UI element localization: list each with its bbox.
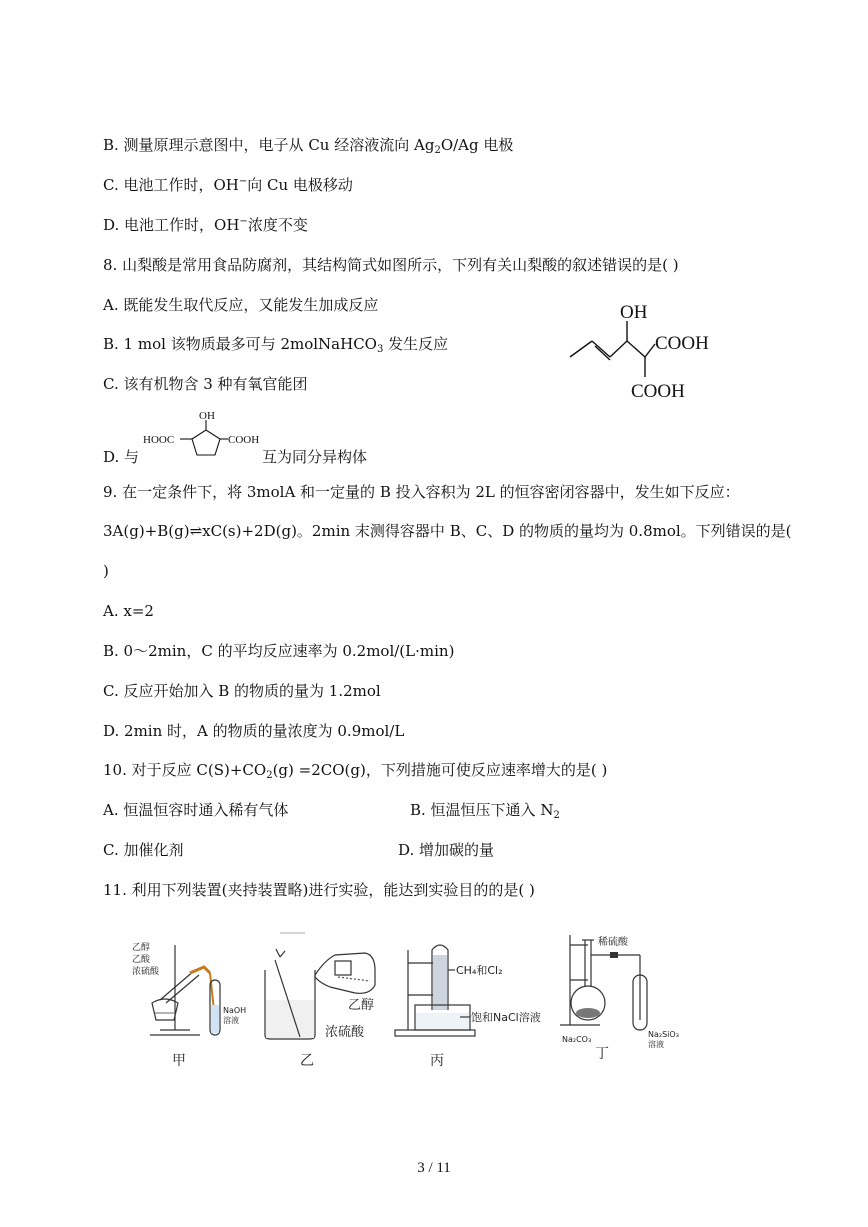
apparatus-jia (150, 945, 220, 1035)
q9-option-a: A. x=2 (103, 602, 154, 620)
q11-apparatus-figure (130, 925, 690, 1070)
isomer-cooh-label: COOH (228, 434, 260, 446)
struct-cooh-upper-label: COOH (655, 333, 709, 354)
q7-option-c: C. 电池工作时，OH−向 Cu 电极移动 (103, 176, 353, 194)
apparatus-bing (395, 945, 475, 1036)
q9-option-b: B. 0～2min，C 的平均反应速率为 0.2mol/(L·min) (103, 642, 455, 660)
q8-option-c: C. 该有机物含 3 种有氧官能团 (103, 375, 308, 393)
isomer-oh-label: OH (199, 410, 215, 422)
isomer-hooc-label: HOOC (143, 434, 175, 446)
jia-reagent-1: 乙醇 (132, 943, 151, 953)
struct-cooh-lower-label: COOH (631, 381, 685, 402)
q9-stem-line3: ) (103, 562, 109, 580)
q8-option-b: B. 1 mol 该物质最多可与 2molNaHCO$_3$ 发生反应 (103, 335, 449, 355)
sorbic-acid-structure (565, 297, 745, 407)
jia-tube-label-1: NaOH (223, 1006, 247, 1015)
ding-flask-label: Na₂CO₃ (562, 1035, 592, 1044)
yi-caption: 乙 (300, 1053, 314, 1069)
bing-caption: 丙 (430, 1053, 444, 1069)
jia-reagent-3: 浓硫酸 (132, 967, 160, 977)
q8-option-d-suffix: 互为同分异构体 (262, 448, 368, 466)
ding-funnel-label: 稀硫酸 (598, 937, 628, 948)
jia-caption: 甲 (172, 1053, 186, 1069)
jia-tube-label-2: 溶液 (223, 1016, 239, 1025)
ding-tube-label-2: 溶液 (648, 1040, 664, 1049)
bing-solution-label: 饱和NaCl溶液 (471, 1011, 541, 1024)
apparatus-yi (265, 933, 375, 1039)
bing-gas-label: CH₄和Cl₂ (456, 964, 503, 977)
page-number: 3 / 11 (417, 1160, 451, 1176)
q10-option-d: D. 增加碳的量 (398, 841, 495, 859)
q10-option-a: A. 恒温恒容时通入稀有气体 (103, 801, 289, 819)
isomer-structure (140, 408, 265, 463)
ding-tube-label-1: Na₂SiO₃ (648, 1030, 679, 1039)
q10-option-c: C. 加催化剂 (103, 841, 184, 859)
q9-stem-line2: 3A(g)+B(g)⇌xC(s)+2D(g)。2min 末测得容器中 B、C、D 的物质的量均为 0.8mol。下列错误的是( (103, 522, 792, 540)
q10-stem: 10. 对于反应 $C(S)+CO_2(g) =2CO(g)$，下列措施可使反应速率增大的是( ) (103, 761, 608, 781)
q11-stem: 11. 利用下列装置(夹持装置略)进行实验，能达到实验目的的是( ) (103, 881, 535, 899)
yi-beaker-label: 浓硫酸 (325, 1025, 365, 1040)
q10-option-b: B. 恒温恒压下通入 $N_2$ (410, 801, 560, 821)
apparatus-ding (560, 935, 647, 1030)
q9-option-d: D. 2min 时，A 的物质的量浓度为 0.9mol/L (103, 722, 405, 740)
q9-stem-line1: 9. 在一定条件下，将 3molA 和一定量的 B 投入容积为 2L 的恒容密闭容器中，发生如下反应： (103, 483, 740, 501)
jia-reagent-2: 乙酸 (132, 955, 151, 965)
q8-option-a: A. 既能发生取代反应，又能发生加成反应 (103, 296, 379, 314)
q7-option-b: B. 测量原理示意图中，电子从 Cu 经溶液流向 $Ag_2O/Ag$ 电极 (103, 136, 514, 156)
ding-caption: 丁 (595, 1046, 609, 1062)
yi-bottle-label: 乙醇 (348, 998, 375, 1013)
struct-oh-label: OH (620, 302, 648, 323)
q7-option-d: D. 电池工作时，OH−浓度不变 (103, 216, 308, 234)
q9-option-c: C. 反应开始加入 B 的物质的量为 1.2mol (103, 682, 381, 700)
q8-option-d-prefix: D. 与 (103, 448, 140, 466)
q8-stem: 8. 山梨酸是常用食品防腐剂，其结构简式如图所示，下列有关山梨酸的叙述错误的是( ) (103, 256, 679, 274)
